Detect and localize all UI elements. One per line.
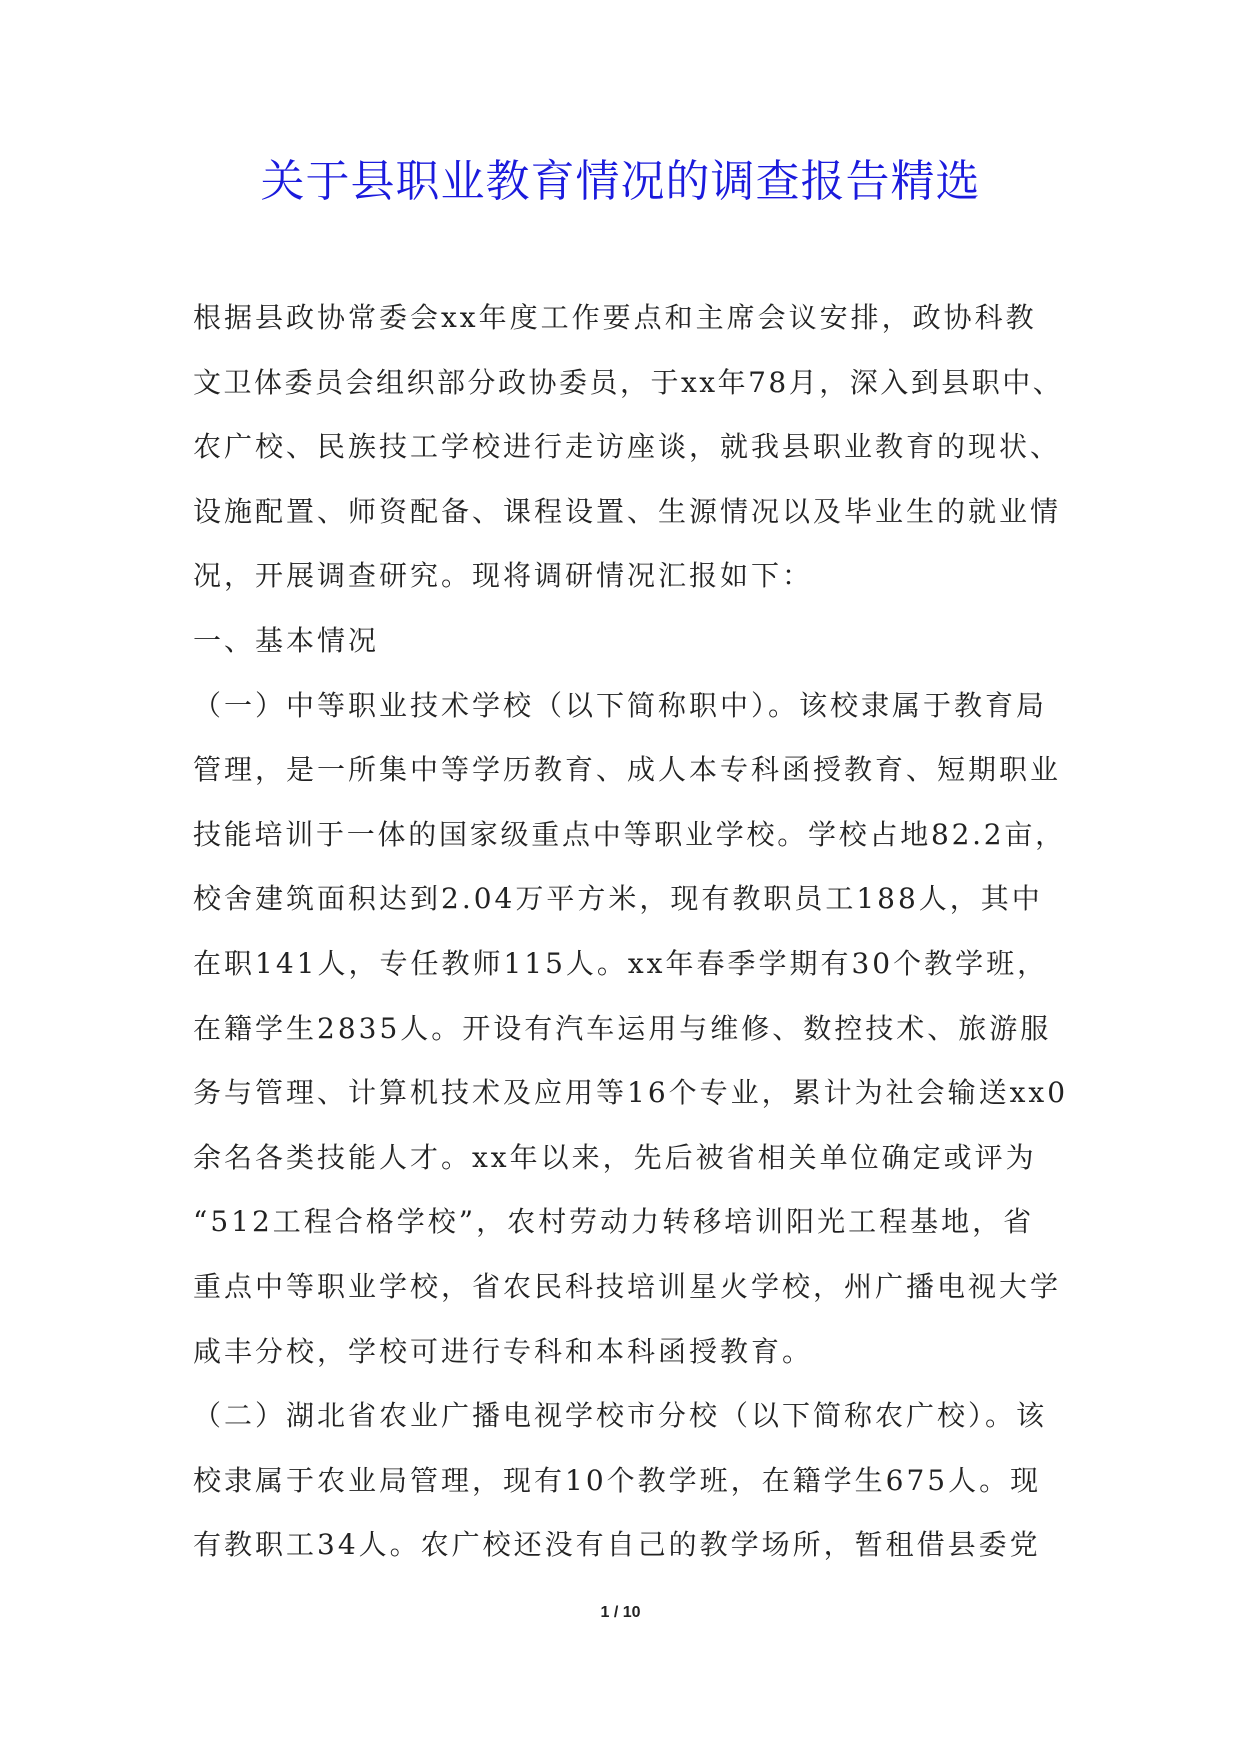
body-line: 设施配置、师资配备、课程设置、生源情况以及毕业生的就业情 [193,494,1062,528]
document-title: 关于县职业教育情况的调查报告精选 [260,156,981,207]
body-line: 咸丰分校，学校可进行专科和本科函授教育。 [193,1334,814,1368]
body-line: 校隶属于农业局管理，现有10个教学班，在籍学生675人。现 [193,1463,1042,1497]
body-line: 管理，是一所集中等学历教育、成人本专科函授教育、短期职业 [193,753,1062,787]
body-line: 有教职工34人。农广校还没有自己的教学场所，暂租借县委党 [193,1528,1041,1562]
body-line: 校舍建筑面积达到2.04万平方米，现有教职员工188人，其中 [193,882,1043,916]
section-heading: 一、基本情况 [193,623,380,657]
body-line: 务与管理、计算机技术及应用等16个专业，累计为社会输送xx0 [193,1076,1069,1110]
body-line: 在职141人，专任教师115人。xx年春季学期有30个教学班， [193,946,1049,980]
body-line: “512工程合格学校”，农村劳动力转移培训阳光工程基地，省 [193,1205,1035,1239]
body-line: 余名各类技能人才。xx年以来，先后被省相关单位确定或评为 [193,1140,1037,1174]
body-line: 况，开展调查研究。现将调研情况汇报如下： [193,559,814,593]
body-line: 重点中等职业学校，省农民科技培训星火学校，州广播电视大学 [193,1269,1062,1303]
body-line: （一）中等职业技术学校（以下简称职中）。该校隶属于教育局 [193,688,1048,722]
body-line: 根据县政协常委会xx年度工作要点和主席会议安排，政协科教 [193,301,1037,334]
body-line: 农广校、民族技工学校进行走访座谈，就我县职业教育的现状、 [193,430,1062,464]
page-number: 1 / 10 [600,1604,641,1621]
body-line: 技能培训于一体的国家级重点中等职业学校。学校占地82.2亩， [193,817,1066,851]
document-body [193,286,1068,1578]
body-line: 文卫体委员会组织部分政协委员，于xx年78月，深入到县职中、 [193,365,1064,399]
body-line: 在籍学生2835人。开设有汽车运用与维修、数控技术、旅游服 [193,1011,1052,1045]
body-line: （二）湖北省农业广播电视学校市分校（以下简称农广校）。该 [193,1399,1048,1433]
